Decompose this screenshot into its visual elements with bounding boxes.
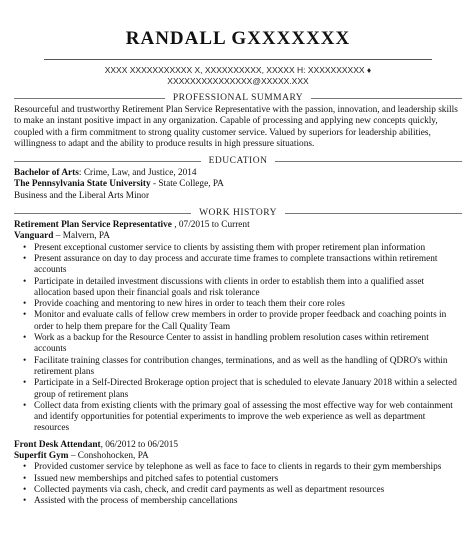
- contact-info: [14, 65, 462, 87]
- company-location: – Malvern, PA: [53, 231, 110, 242]
- list-item: • Provided customer service by telephone as well as face to face to clients in regards to their gym memberships: [34, 462, 462, 473]
- work-heading-text: WORK HISTORY: [199, 208, 277, 219]
- job-entry: [14, 220, 462, 435]
- heading-rule-right: [285, 213, 462, 214]
- summary-heading-text: PROFESSIONAL SUMMARY: [172, 93, 304, 103]
- job-title-row: [14, 220, 462, 231]
- list-item: • Provide coaching and mentoring to new hires in order to teach them their core roles: [34, 299, 462, 310]
- heading-rule-right: [275, 161, 462, 162]
- list-item: • Participate in a Self-Directed Brokerage option project that is scheduled to elevate January 2018 within a selected group of retirement plans: [34, 378, 462, 401]
- school-name: The Pennsylvania State University: [14, 179, 151, 190]
- list-item: • Work as a backup for the Resource Center to assist in handling problem resolution cases within retirement accounts: [34, 333, 462, 356]
- company-name: Superfit Gym: [14, 451, 69, 462]
- list-item: • Present assurance on day to day process and accurate time frames to complete transactions within retirement accounts: [34, 254, 462, 277]
- school-location: - State College, PA: [150, 179, 224, 190]
- job-title: Front Desk Attendant: [14, 439, 101, 450]
- job-title-row: [14, 440, 462, 451]
- list-item: • Participate in detailed investment discussions with clients in order to establish them into a qualified asset allocation based upon their financial goals and risk tolerance: [34, 277, 462, 300]
- contact-line-1: XXXX XXXXXXXXXXX X, XXXXXXXXXX, XXXXX H: XXXXXXXXXX ♦: [104, 65, 372, 75]
- list-item: • Facilitate training classes for contribution changes, terminations, and as well as the handling of QDRO's within retirement plans: [34, 356, 462, 379]
- candidate-name: RANDALL GXXXXXXX: [125, 28, 351, 49]
- name-divider: [44, 59, 432, 60]
- list-item: • Monitor and evaluate calls of fellow crew members in order to provide proper feedback and coaching points in order to help them prepare for the Call Quality Team: [34, 310, 462, 333]
- heading-rule-right: [311, 98, 462, 99]
- heading-rule-left: [14, 98, 165, 99]
- degree-line: [14, 168, 462, 179]
- list-item: • Collect data from existing clients with the primary goal of assessing the most effective way for web containment and identify opportunities for potential experiments to improve the web experience as well as department resources: [34, 401, 462, 435]
- education-entry: [14, 168, 462, 202]
- school-line: [14, 179, 462, 190]
- list-item: • Collected payments via cash, check, and credit card payments as well as department resources: [34, 485, 462, 496]
- summary-text: Resourceful and trustworthy Retirement Plan Service Representative with the passion, innovation, and leadership skills to make an instant positive impact in any organization. Capable of processing and applying new concepts quickly, coupled with a firm commitment to strong quality customer service. Valued by superiors for leadership abilities, willingness to adapt and the ability to produce results in high pressure situations.: [14, 105, 458, 149]
- job-entry: [14, 440, 462, 508]
- contact-line-2: XXXXXXXXXXXXXXX@XXXXX.XXX: [167, 76, 309, 86]
- degree-field: : Crime, Law, and Justice, 2014: [78, 168, 197, 179]
- job-dates: , 07/2015 to Current: [171, 220, 250, 231]
- job-duties-list: [14, 462, 462, 507]
- list-item: • Present exceptional customer service to clients by assisting them with proper retirement plan information: [34, 243, 462, 254]
- degree: Bachelor of Arts: [14, 168, 79, 179]
- job-title: Retirement Plan Service Representative: [14, 220, 172, 231]
- company-name: Vanguard: [14, 231, 54, 242]
- heading-rule-left: [14, 161, 201, 162]
- company-location: – Conshohocken, PA: [68, 451, 149, 462]
- work-heading: [14, 208, 462, 218]
- summary-heading: [14, 93, 462, 103]
- education-heading: [14, 156, 462, 166]
- heading-rule-left: [14, 213, 191, 214]
- list-item: • Assisted with the process of membership cancellations: [34, 496, 462, 507]
- company-row: [14, 231, 462, 242]
- job-duties-list: [14, 243, 462, 435]
- company-row: [14, 451, 462, 462]
- education-heading-text: EDUCATION: [208, 156, 268, 167]
- list-item: • Issued new memberships and pitched safes to potential customers: [34, 474, 462, 485]
- minor: Business and the Liberal Arts Minor: [14, 190, 150, 201]
- job-dates: , 06/2012 to 06/2015: [100, 439, 179, 450]
